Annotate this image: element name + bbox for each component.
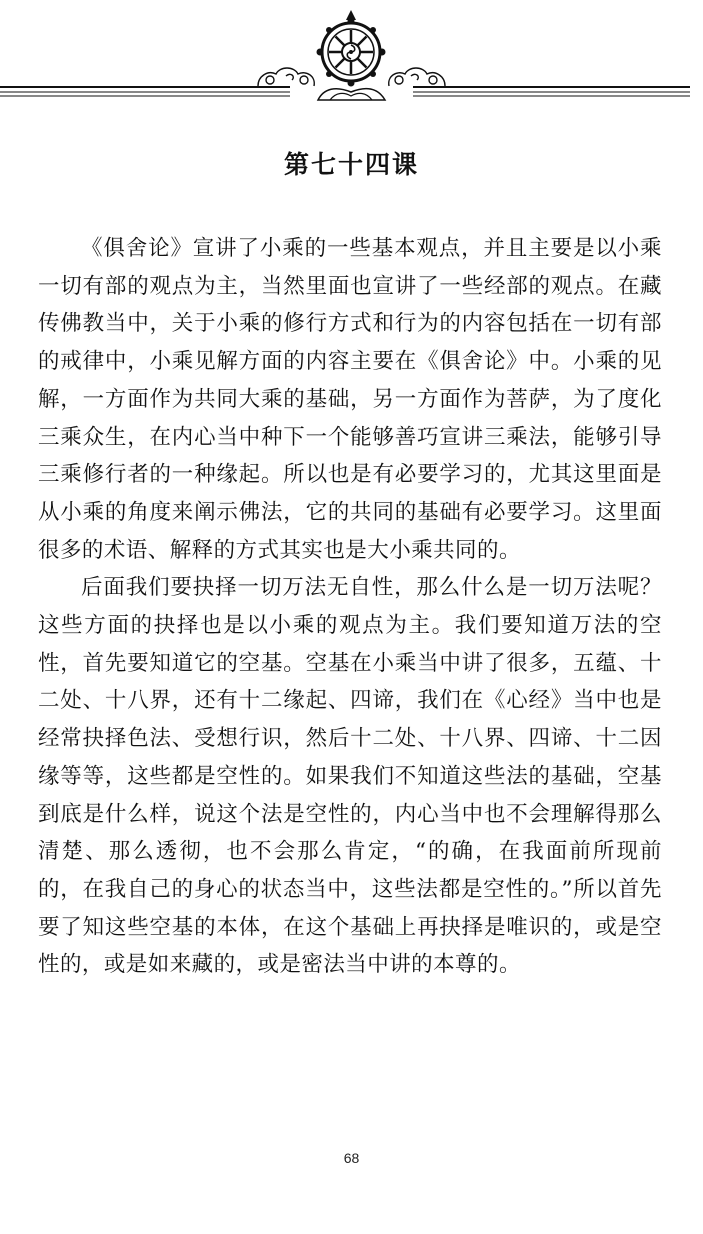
page-number: 68: [343, 1150, 360, 1166]
page-title: 第七十四课: [283, 150, 419, 179]
left-cloud-icon: [258, 68, 314, 86]
header-ornament-graphic: [0, 0, 703, 110]
dharma-wheel-icon: [317, 10, 386, 100]
paragraph-2: 后面我们要抉择一切万法无自性，那么什么是一切万法呢？这些方面的抉择也是以小乘的观点为主。我们要知道万法的空性，首先要知道它的空基。空基在小乘当中讲了很多，五蕴、十二处、十八界，还有十二缘起、四谛，我们在《心经》当中也是经常抉择色法、受想行识，然后十二处、十八界、四谛、十二因缘等等，这些都是空性的。如果我们不知道这些法的基础，空基到底是什么样，说这个法是空性的，内心当中也不会理解得那么清楚、那么透彻，也不会那么肯定，“的确，在我面前所现前的，在我自己的身心的状态当中，这些法都是空性的。”所以首先要了知这些空基的本体，在这个基础上再抉择是唯识的，或是空性的，或是如来藏的，或是密法当中讲的本尊的。: [38, 575, 662, 978]
paragraph-1: 《俱舍论》宣讲了小乘的一些基本观点，并且主要是以小乘一切有部的观点为主，当然里面也宣讲了一些经部的观点。在藏传佛教当中，关于小乘的修行方式和行为的内容包括在一切有部的戒律中，小乘见解方面的内容主要在《俱舍论》中。小乘的见解，一方面作为共同大乘的基础，另一方面作为菩萨，为了度化三乘众生，在内心当中种下一个能够善巧宣讲三乘法，能够引导三乘修行者的一种缘起。所以也是有必要学习的，尤其这里面是从小乘的角度来阐示佛法，它的共同的基础有必要学习。这里面很多的术语、解释的方式其实也是大小乘共同的。: [38, 236, 662, 563]
right-cloud-icon: [389, 68, 445, 86]
header-ornament: [0, 0, 703, 110]
body-text: [38, 230, 662, 984]
